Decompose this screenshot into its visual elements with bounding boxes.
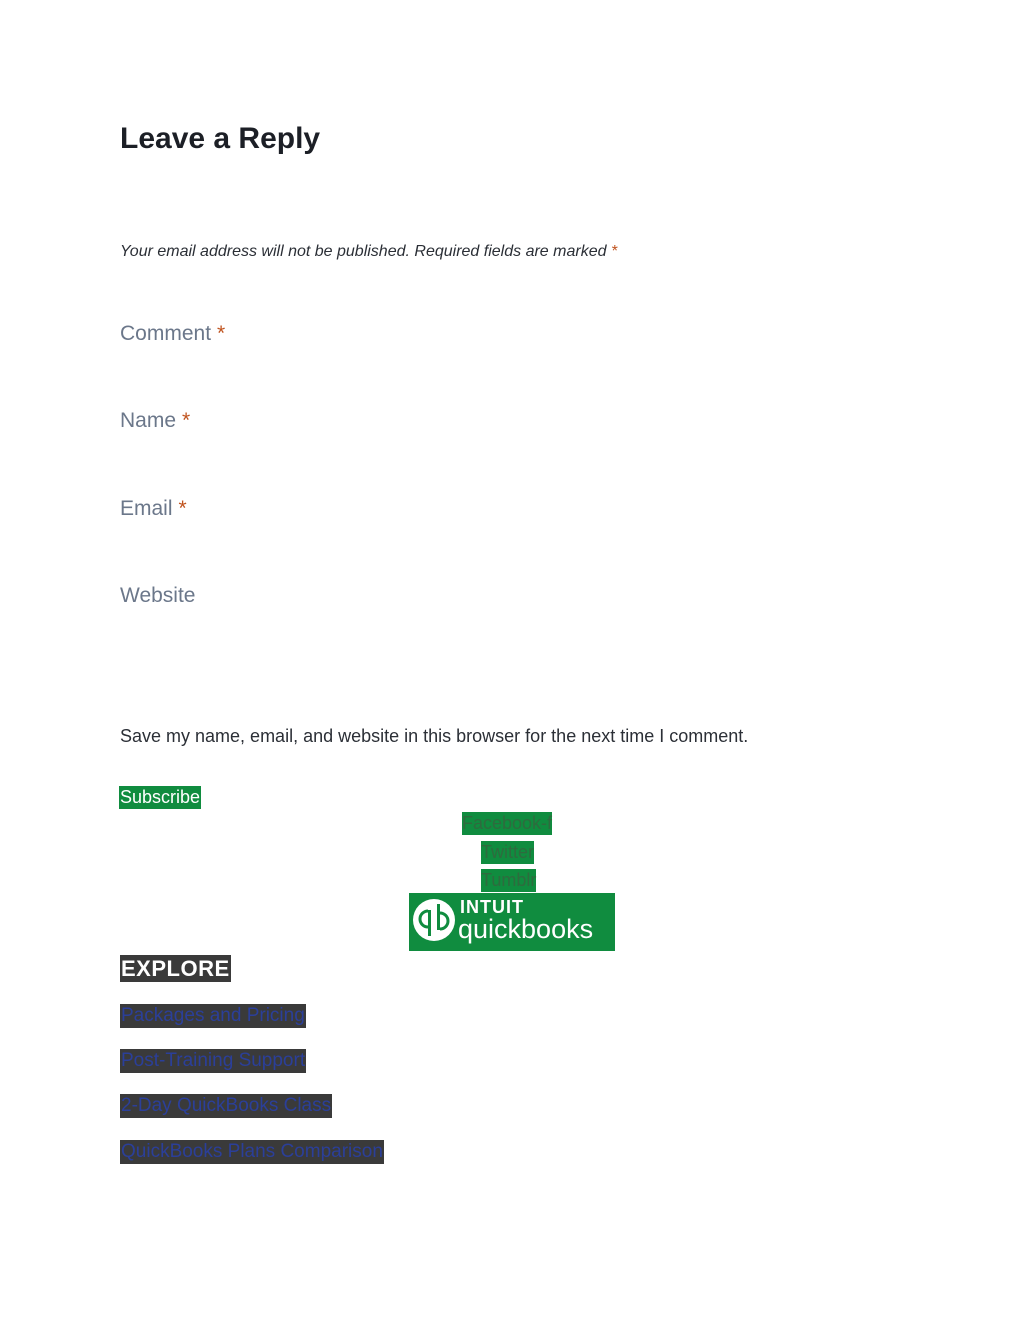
website-label-text: Website — [120, 584, 196, 607]
quickbooks-logo — [409, 893, 615, 951]
website-label[interactable] — [120, 582, 195, 610]
comment-label-text: Comment — [120, 322, 212, 345]
explore-heading: EXPLORE — [121, 956, 230, 981]
logo-brand-bottom: quickbooks — [458, 914, 594, 944]
comment-label[interactable] — [120, 320, 225, 348]
twitter-link[interactable]: Twitter — [481, 842, 535, 862]
name-label[interactable] — [120, 407, 190, 435]
name-label-text: Name — [120, 409, 177, 432]
email-label-text: Email — [120, 497, 173, 520]
explore-link-plans-comparison[interactable]: QuickBooks Plans Comparison — [121, 1141, 383, 1162]
tumblr-link[interactable]: Tumblr — [481, 870, 537, 890]
explore-link-post-training[interactable]: Post-Training Support — [121, 1050, 306, 1071]
required-mark: * — [610, 243, 618, 260]
name-required-mark: * — [182, 409, 191, 432]
cookies-consent-label[interactable]: Save my name, email, and website in this browser for the next time I comment. — [120, 726, 749, 746]
email-required-mark: * — [178, 497, 187, 520]
logo-brand-top: INTUIT — [460, 897, 524, 917]
reply-title: Leave a Reply — [120, 122, 321, 155]
explore-link-2-day-class[interactable]: 2-Day QuickBooks Class — [121, 1095, 332, 1116]
comment-notes — [120, 241, 617, 263]
facebook-link[interactable]: Facebook-f — [462, 813, 553, 833]
subscribe-button[interactable]: Subscribe — [120, 787, 201, 807]
email-label[interactable] — [120, 495, 187, 523]
explore-link-packages[interactable]: Packages and Pricing — [121, 1005, 305, 1026]
comment-notes-text: Your email address will not be published. Required fields are marked — [120, 243, 607, 260]
comment-required-mark: * — [217, 322, 226, 345]
